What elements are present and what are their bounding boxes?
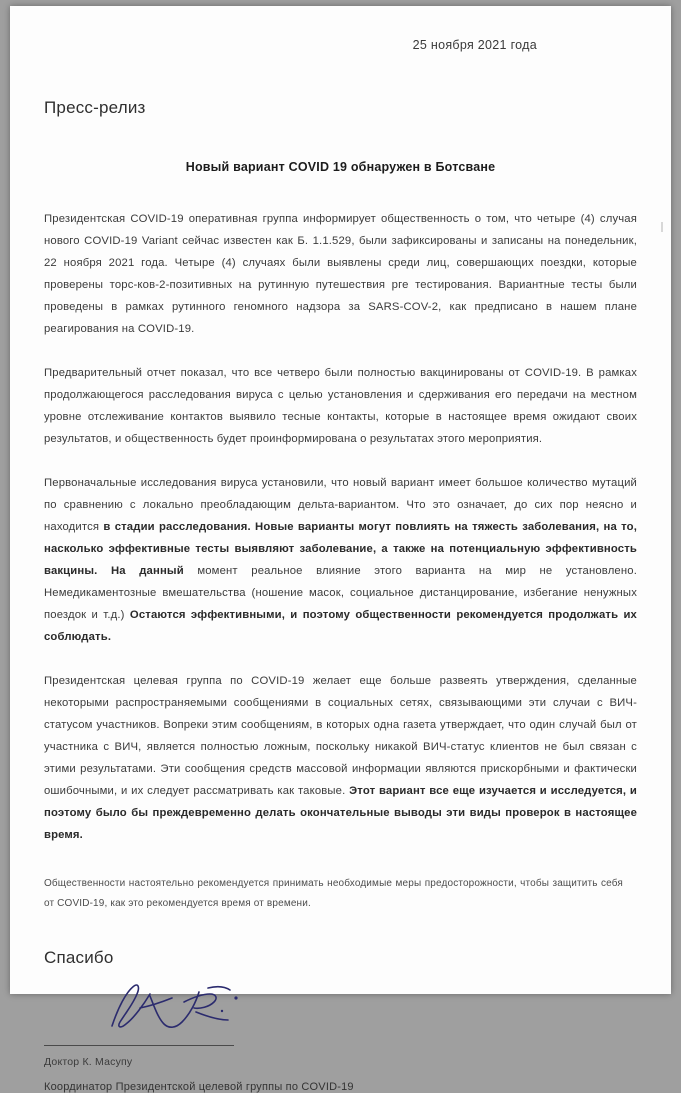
signature-area xyxy=(44,978,637,1046)
handwritten-signature-icon xyxy=(96,978,276,1040)
paragraph-3-bold-1: в стадии расследования. Новые варианты могут повлиять на тяжесть заболевания, на то, насколько эффективные тесты выявляют заболевание, а также на потенциальную эффективность вакцины. На данный xyxy=(44,521,637,578)
signature-dot-icon xyxy=(234,997,237,1000)
paragraph-4-lead: Президентская целевая группа по COVID-19 желает еще больше развеять утверждения, сделанные некоторыми распространяемыми сообщениями в социальных сетях, связывающими эти случаи с ВИЧ-статусом участников. Вопреки этим сообщениям, в которых одна газета утверждает, что один случай был от участника с ВИЧ, является полностью ложным, поскольку никакой ВИЧ-статус клиентов не был связан с этими результатами. Эти сообщения средств массовой информации являются прискорбными и фактически ошибочными, и их следует рассматривать как таковые. xyxy=(44,675,637,798)
signature-rule xyxy=(44,1045,234,1046)
public-notice: Общественности настоятельно рекомендуется принимать необходимые меры предосторожности, чтобы защитить себя от COVID-19, как это рекомендуется время от времени. xyxy=(44,878,623,910)
paragraph-3-mid: момент реальное влияние этого варианта на мир не установлено. Немедикаментозные вмешательства (ношение масок, социальное дистанцирование, избегание ненужных поездок и т.д.) xyxy=(44,565,637,622)
paragraph-3 xyxy=(44,472,637,648)
signature-dot-2-icon xyxy=(221,1010,223,1012)
paragraph-4-bold: Этот вариант все еще изучается и исследуется, и поэтому было бы преждевременно делать окончательные выводы эти виды проверок в настоящее время. xyxy=(44,785,637,842)
page-edge-mark xyxy=(661,222,663,232)
signatory-role: Координатор Президентской целевой группы по COVID-19 xyxy=(44,1081,354,1093)
page-title: Новый вариант COVID 19 обнаружен в Ботсване xyxy=(185,160,496,174)
document-page xyxy=(10,6,671,1093)
paragraph-1: Президентская COVID-19 оперативная группа информирует общественность о том, что четыре (4) случая нового COVID-19 Variant сейчас известен как Б. 1.1.529, были зафиксированы и записаны на понедельник, 22 ноября 2021 года. Четыре (4) случаях были выявлены среди лиц, совершающих поездки, которые проверены торс-ков-2-позитивных на рутинную путешествия рге тестирования. Вариантные тесты были проведены в рамках рутинного геномного надзора за SARS-COV-2, как предписано в нашем плане реагирования на COVID-19. xyxy=(44,213,637,336)
document-kind: Пресс-релиз xyxy=(44,98,146,117)
paragraph-3-lead: Первоначальные исследования вируса установили, что новый вариант имеет большое количество мутаций по сравнению с локально преобладающим дельта-вариантом. Что это означает, до сих пор неясно и находится xyxy=(44,477,637,534)
paragraph-3-bold-2: Остаются эффективными, и поэтому общественности рекомендуется продолжать их соблюдать. xyxy=(44,609,637,644)
signatory-name: Доктор К. Масупу xyxy=(44,1056,133,1069)
paragraph-2: Предварительный отчет показал, что все четверо были полностью вакцинированы от COVID-19. В рамках продолжающегося расследования вируса с целью установления и сдерживания его передачи на местном уровне отслеживание контактов выявило тесные контакты, которые в настоящее время ожидают своих результатов, и общественность будет проинформирована о результатах этого мероприятия. xyxy=(44,367,637,446)
closing-thanks: Спасибо xyxy=(44,948,114,968)
paragraph-4 xyxy=(44,670,637,846)
document-date: 25 ноября 2021 года xyxy=(412,38,537,52)
